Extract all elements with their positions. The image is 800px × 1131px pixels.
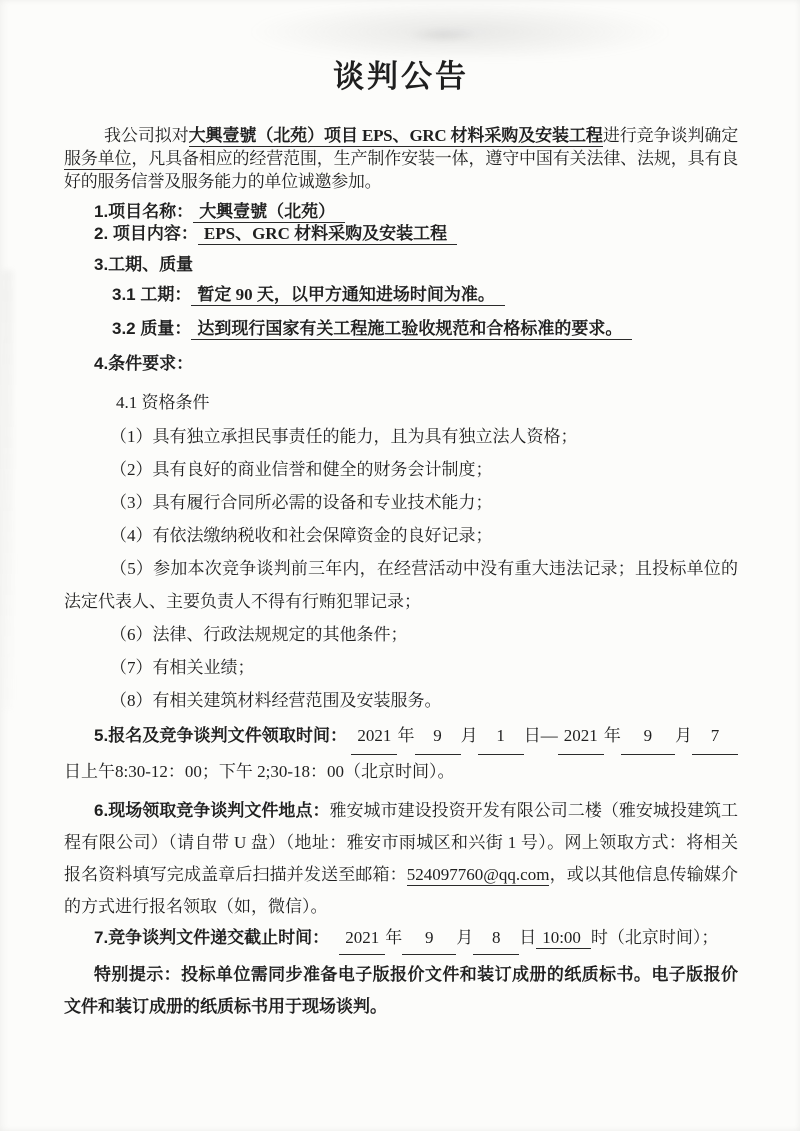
pickup-location-rest: ，或以其他信息传输媒介的方式进行报名领取（如，微信）。 [64,865,738,916]
fill-blank-end-month: 9 [621,719,675,755]
fill-blank-end-year: 2021 [558,719,604,755]
registration-time-paragraph [64,719,738,789]
fill-blank-deadline-month: 9 [402,923,456,955]
deadline-unit-year: 年 [385,928,403,947]
unit-month: 月 [460,726,478,745]
requirements-heading [64,353,738,375]
fill-blank-deadline-day: 8 [473,923,519,955]
registration-time-label: 5.报名及竞争谈判文件领取时间： [94,726,348,745]
deadline-unit-day: 日 [519,928,537,947]
condition-list [64,420,738,717]
fill-blank-start-year: 2021 [351,719,397,755]
unit-month-2: 月 [674,726,693,745]
unit-year: 年 [397,726,415,745]
fill-blank-end-day: 7 [692,719,738,755]
deadline-unit-month: 月 [456,928,474,947]
intro-rest-text: ，凡具备相应的经营范围，生产制作安装一体，遵守中国有关法律、法规，具有良好的服务信誉及服务能力的单位诚邀参加。 [64,149,738,191]
fill-blank-start-month: 9 [415,719,461,755]
project-name-label: 1.项目名称： [94,202,194,221]
pickup-location-paragraph [64,795,738,923]
project-content-value: EPS、GRC 材料采购及安装工程 [198,224,457,245]
requirements-heading-text: 4.条件要求： [94,354,194,373]
condition-item-7: （7）有相关业绩； [110,658,255,677]
duration-line [64,284,738,306]
project-name-emphasis: 大興壹號（北苑）项目 EPS、GRC 材料采购及安装工程 [188,126,603,145]
day-suffix-text: 日上午 [64,762,115,781]
document-title: 谈判公告 [333,59,469,94]
project-content-line [64,223,738,245]
condition-item-3: （3）具有履行合同所必需的设备和专业技术能力； [110,493,493,512]
project-name-value: 大興壹號（北苑） [193,202,345,223]
service-unit-underline: 服务单位 [64,149,132,168]
project-name-line [64,201,738,223]
condition-item-1: （1）具有独立承担民事责任的能力，且为具有独立法人资格； [110,427,578,446]
duration-value: 暂定 90 天，以甲方通知进场时间为准。 [191,285,505,306]
day-dash-text: 日— [523,726,558,745]
deadline-time-underline: 10:00 [536,928,591,949]
deadline-label: 7.竞争谈判文件递交截止时间： [94,928,330,947]
condition-item-5: （5）参加本次竞争谈判前三年内，在经营活动中没有重大违法记录；且投标单位的法定代表人、主要负责人不得有行贿犯罪记录； [64,559,738,611]
intro-mid-text: 进行竞争谈判确定 [602,126,738,145]
qualification-subheading: 4.1 资格条件 [116,393,210,412]
duration-label: 3.1 工期： [112,285,192,304]
quality-label: 3.2 质量： [112,319,192,338]
email-text: 524097760@qq.com [406,865,550,884]
condition-item-6: （6）法律、行政法规规定的其他条件； [110,625,408,644]
office-hours-text: 8:30-12：00；下午 2;30-18：00（北京时间）。 [115,762,455,781]
intro-lead-text: 我公司拟对 [104,126,189,145]
deadline-paragraph [64,923,738,955]
document-content [64,58,738,1023]
intro-paragraph [64,124,738,193]
special-notice-paragraph: 特别提示：投标单位需同步准备电子版报价文件和装订成册的纸质标书。电子版报价文件和装订成册的纸质标书用于现场谈判。 [64,965,738,1016]
scan-artifact-left-streak [3,270,13,710]
quality-line [64,318,738,340]
pickup-location-text: 雅安城市建设投资开发有限公司二楼（雅安城投建筑工程有限公司）（请自带 U 盘）（地址：雅安市雨城区和兴街 1 号）。网上领取方式：将相关报名资料填写完成盖章后扫描并发送至邮箱： [64,801,739,884]
scan-artifact-spot [408,28,478,42]
condition-item-4: （4）有依法缴纳税收和社会保障资金的良好记录； [110,526,493,545]
scan-artifact-top-smudge [240,0,680,58]
pickup-location-label: 6.现场领取竞争谈判文件地点： [94,801,330,820]
schedule-quality-heading [64,254,738,276]
fill-blank-start-day: 1 [478,719,524,755]
project-content-label: 2. 项目内容： [94,224,198,243]
schedule-quality-heading-text: 3.工期、质量 [94,255,194,274]
condition-item-2: （2）具有良好的商业信誉和健全的财务会计制度； [110,460,493,479]
condition-item-8: （8）有相关建筑材料经营范围及安装服务。 [110,691,442,710]
quality-value: 达到现行国家有关工程施工验收规范和合格标准的要求。 [191,319,632,340]
fill-blank-deadline-year: 2021 [339,923,385,955]
deadline-suffix-text: 时（北京时间）； [590,928,719,947]
unit-year-2: 年 [603,726,621,745]
